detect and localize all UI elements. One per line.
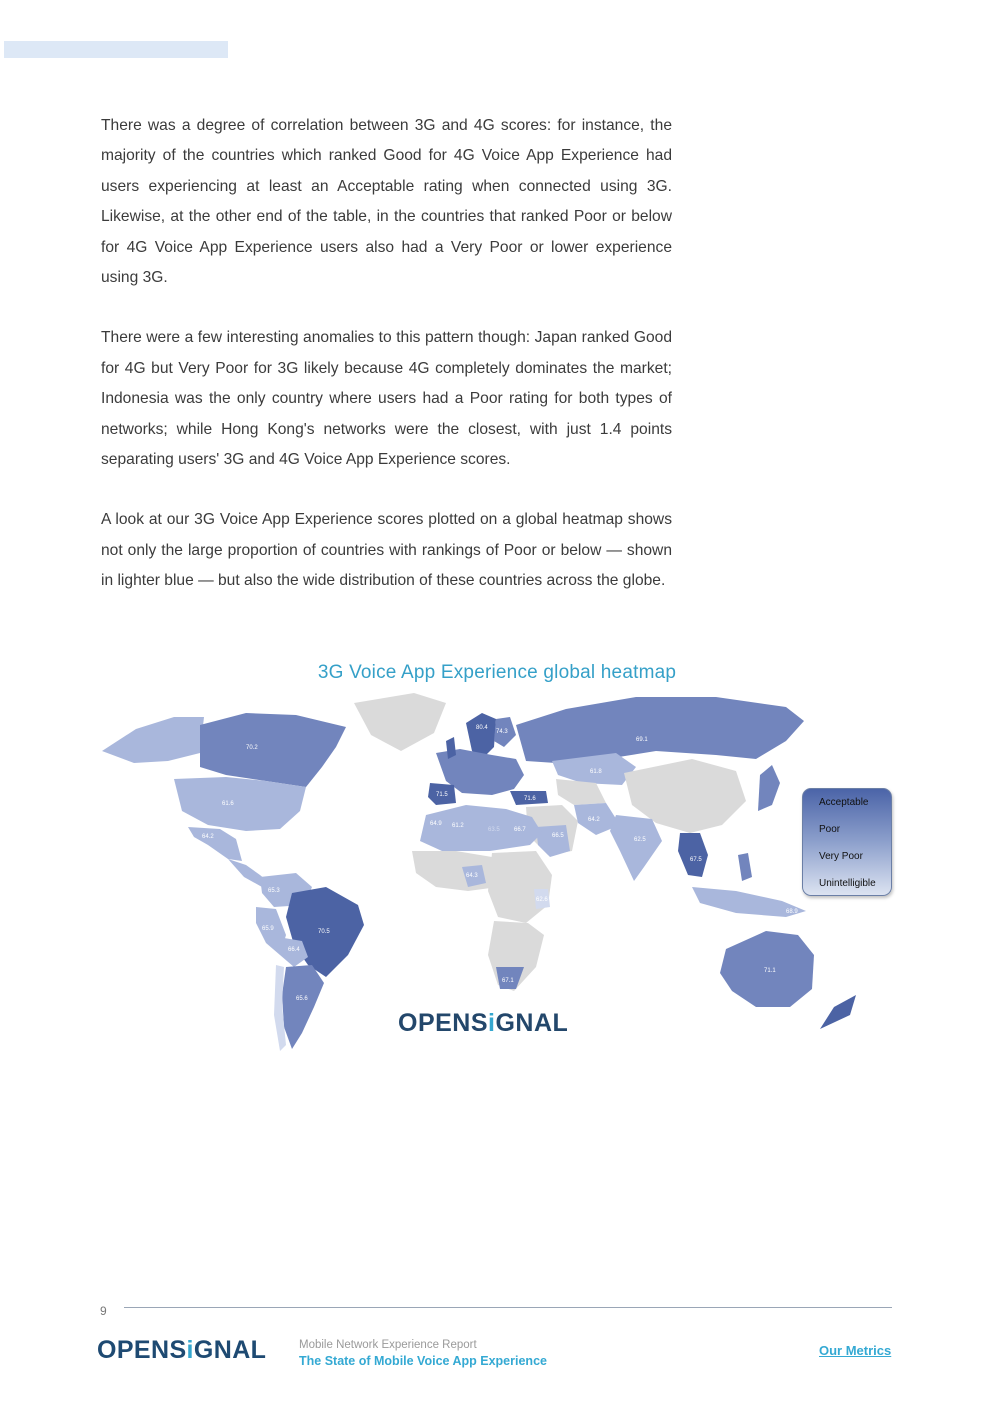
label-brazil: 70.5	[318, 929, 330, 935]
label-colombia: 65.3	[268, 888, 280, 894]
label-spain: 71.5	[436, 792, 448, 798]
label-morocco: 64.9	[430, 821, 442, 827]
label-algeria: 61.2	[452, 823, 464, 829]
region-southeast-asia	[678, 833, 708, 877]
label-iran: 64.2	[588, 817, 600, 823]
label-canada: 70.2	[246, 745, 258, 751]
label-saudi: 66.5	[552, 833, 564, 839]
region-greenland	[354, 693, 446, 751]
label-egypt: 66.7	[514, 827, 526, 833]
footer-report-name: Mobile Network Experience Report	[299, 1339, 477, 1351]
region-philippines	[738, 853, 752, 881]
region-west-africa	[412, 851, 498, 891]
legend-acceptable: Acceptable	[819, 797, 869, 808]
footer-brand-logo: OPENSiGNAL	[97, 1336, 267, 1364]
label-russia: 69.1	[636, 737, 648, 743]
global-heatmap-figure	[96, 655, 896, 1055]
region-saudi	[536, 825, 570, 857]
heatmap-legend	[802, 788, 892, 896]
our-metrics-link[interactable]: Our Metrics	[819, 1343, 892, 1358]
header-band	[4, 41, 228, 58]
region-russia	[516, 697, 804, 763]
body-text	[101, 111, 672, 627]
label-india: 62.5	[634, 837, 646, 843]
label-nigeria: 64.3	[466, 873, 478, 879]
label-south-africa: 67.1	[502, 978, 514, 984]
label-philippines: 68.9	[786, 909, 798, 915]
region-new-zealand	[820, 995, 856, 1029]
region-central-africa	[488, 851, 552, 923]
region-usa	[174, 777, 306, 831]
label-kazakhstan: 61.8	[590, 769, 602, 775]
label-bolivia: 66.4	[288, 947, 300, 953]
region-canada	[200, 713, 346, 787]
label-libya: 63.5	[488, 827, 500, 833]
label-sweden: 80.4	[476, 725, 488, 731]
label-turkey: 71.6	[524, 796, 536, 802]
legend-poor: Poor	[819, 824, 841, 835]
label-usa: 61.6	[222, 801, 234, 807]
region-india	[610, 815, 662, 881]
heatmap-title: 3G Voice App Experience global heatmap	[317, 662, 677, 683]
legend-unintelligible: Unintelligible	[819, 878, 876, 889]
footer-report-subtitle: The State of Mobile Voice App Experience	[299, 1354, 547, 1368]
label-kenya: 62.6	[536, 897, 548, 903]
heatmap-brand-logo: OPENSiGNAL	[398, 1009, 569, 1037]
region-japan	[758, 765, 780, 811]
label-peru: 65.9	[262, 926, 274, 932]
region-mexico	[188, 827, 242, 861]
region-alaska	[102, 717, 204, 763]
region-argentina	[282, 965, 324, 1049]
paragraph-correlation: There was a degree of correlation between 3G and 4G scores: for instance, the majority of the countries which ranked Good for 4G Voice App Experience had users experiencing at least an Acceptable rating when connected using 3G. Likewise, at the other end of the table, in the countries that ranked Poor or below for 4G Voice App Experience users also had a Very Poor or lower experience using 3G.	[101, 117, 672, 287]
page-number: 9	[100, 1304, 107, 1318]
label-myanmar: 67.5	[690, 857, 702, 863]
label-mexico: 64.2	[202, 834, 214, 840]
paragraph-anomalies: There were a few interesting anomalies to this pattern though: Japan ranked Good for 4G but Very Poor for 3G likely because 4G completely dominates the market; Indonesia was the only country where users had a Poor rating for both types of networks; while Hong Kong's networks were the closest, with just 1.4 points separating users' 3G and 4G Voice App Experience scores.	[101, 329, 672, 469]
paragraph-heatmap-intro: A look at our 3G Voice App Experience scores plotted on a global heatmap shows not only the large proportion of countries with rankings of Poor or below — shown in lighter blue — but also the wide distribution of these countries across the globe.	[101, 511, 672, 590]
label-argentina: 65.6	[296, 996, 308, 1002]
world-map	[96, 655, 896, 1055]
legend-very-poor: Very Poor	[819, 851, 863, 862]
label-finland: 74.3	[496, 729, 508, 735]
label-australia: 71.1	[764, 968, 776, 974]
footer-divider	[124, 1307, 892, 1308]
